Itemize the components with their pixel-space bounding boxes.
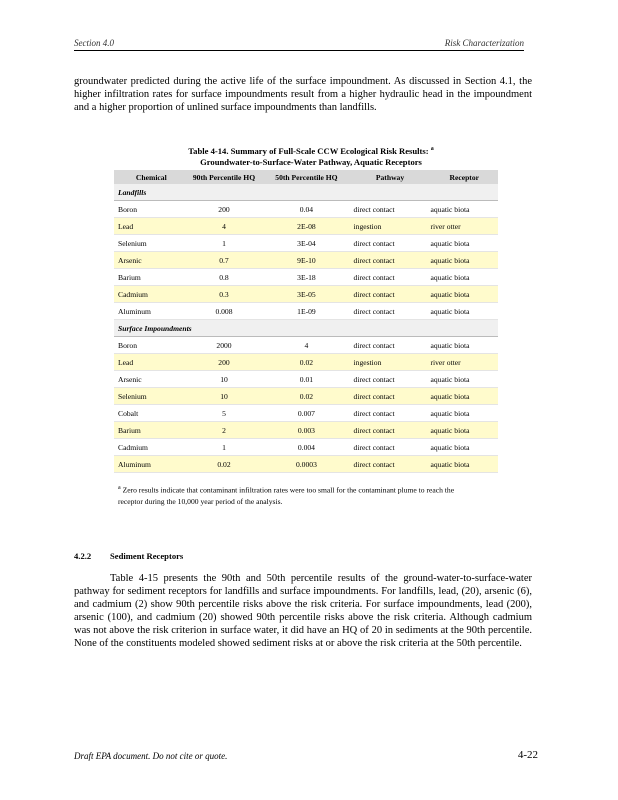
cell-receptor: aquatic biota bbox=[426, 388, 498, 405]
cell-chemical: Cadmium bbox=[114, 439, 185, 456]
cell-pathway: direct contact bbox=[350, 235, 427, 252]
cell-hq90: 0.008 bbox=[185, 303, 260, 320]
cell-hq90: 0.3 bbox=[185, 286, 260, 303]
cell-hq90: 1 bbox=[185, 439, 260, 456]
cell-chemical: Cadmium bbox=[114, 286, 185, 303]
cell-chemical: Barium bbox=[114, 422, 185, 439]
table-caption-line1: Table 4-14. Summary of Full-Scale CCW Ecological Risk Results: bbox=[188, 145, 429, 156]
cell-hq50: 1E-09 bbox=[259, 303, 349, 320]
cell-chemical: Boron bbox=[114, 337, 185, 354]
table-row bbox=[114, 439, 498, 456]
table-row bbox=[114, 269, 498, 286]
table-caption bbox=[136, 144, 486, 168]
cell-chemical: Selenium bbox=[114, 388, 185, 405]
cell-hq50: 0.01 bbox=[259, 371, 349, 388]
cell-pathway: ingestion bbox=[350, 218, 427, 235]
cell-pathway: direct contact bbox=[350, 388, 427, 405]
cell-hq90: 0.7 bbox=[185, 252, 260, 269]
cell-chemical: Barium bbox=[114, 269, 185, 286]
footnote-marker: a bbox=[118, 485, 121, 491]
cell-hq90: 10 bbox=[185, 388, 260, 405]
table-row bbox=[114, 456, 498, 473]
cell-hq50: 0.04 bbox=[259, 201, 349, 218]
intro-paragraph: groundwater predicted during the active life of the surface impoundment. As discussed in Section 4.1, the higher infiltration rates for surface impoundments result from a higher hydraulic head in the impoundment and a higher proportion of unlined surface impoundments than landfills. bbox=[74, 76, 532, 113]
header-section: Section 4.0 bbox=[74, 38, 114, 48]
cell-receptor: aquatic biota bbox=[426, 235, 498, 252]
cell-pathway: direct contact bbox=[350, 405, 427, 422]
cell-receptor: river otter bbox=[426, 218, 498, 235]
cell-pathway: direct contact bbox=[350, 439, 427, 456]
cell-chemical: Boron bbox=[114, 201, 185, 218]
header-title: Risk Characterization bbox=[444, 38, 524, 48]
risk-results-table bbox=[114, 170, 498, 473]
cell-receptor: river otter bbox=[426, 354, 498, 371]
cell-receptor: aquatic biota bbox=[426, 201, 498, 218]
footer-disclaimer: Draft EPA document. Do not cite or quote. bbox=[74, 751, 228, 761]
cell-receptor: aquatic biota bbox=[426, 371, 498, 388]
table-row bbox=[114, 388, 498, 405]
cell-hq90: 200 bbox=[185, 354, 260, 371]
table-row bbox=[114, 354, 498, 371]
col-header-pathway: Pathway bbox=[350, 170, 427, 184]
cell-chemical: Lead bbox=[114, 218, 185, 235]
cell-hq50: 3E-04 bbox=[259, 235, 349, 252]
table-row bbox=[114, 201, 498, 218]
table-header-row bbox=[114, 170, 498, 184]
cell-hq90: 4 bbox=[185, 218, 260, 235]
table-caption-line2: Groundwater-to-Surface-Water Pathway, Aquatic Receptors bbox=[200, 156, 422, 167]
table-group-label: Surface Impoundments bbox=[114, 320, 498, 337]
table-group-row bbox=[114, 320, 498, 337]
cell-receptor: aquatic biota bbox=[426, 337, 498, 354]
table-caption-sup: a bbox=[430, 146, 434, 152]
cell-chemical: Selenium bbox=[114, 235, 185, 252]
cell-hq90: 2 bbox=[185, 422, 260, 439]
cell-hq50: 0.003 bbox=[259, 422, 349, 439]
cell-hq50: 4 bbox=[259, 337, 349, 354]
table-row bbox=[114, 303, 498, 320]
cell-pathway: direct contact bbox=[350, 286, 427, 303]
section-title: Sediment Receptors bbox=[110, 551, 184, 561]
cell-receptor: aquatic biota bbox=[426, 286, 498, 303]
cell-hq90: 0.8 bbox=[185, 269, 260, 286]
cell-pathway: direct contact bbox=[350, 201, 427, 218]
table-row bbox=[114, 252, 498, 269]
table-row bbox=[114, 286, 498, 303]
cell-hq50: 0.007 bbox=[259, 405, 349, 422]
cell-pathway: direct contact bbox=[350, 252, 427, 269]
cell-hq50: 0.02 bbox=[259, 388, 349, 405]
table-row bbox=[114, 422, 498, 439]
cell-hq90: 5 bbox=[185, 405, 260, 422]
cell-hq50: 0.004 bbox=[259, 439, 349, 456]
cell-chemical: Lead bbox=[114, 354, 185, 371]
section-number: 4.2.2 bbox=[74, 551, 92, 561]
cell-pathway: direct contact bbox=[350, 337, 427, 354]
cell-hq90: 0.02 bbox=[185, 456, 260, 473]
table-group-label: Landfills bbox=[114, 184, 498, 201]
header-rule bbox=[74, 50, 524, 51]
cell-pathway: ingestion bbox=[350, 354, 427, 371]
table-row bbox=[114, 235, 498, 252]
table-row bbox=[114, 405, 498, 422]
cell-receptor: aquatic biota bbox=[426, 422, 498, 439]
cell-chemical: Aluminum bbox=[114, 456, 185, 473]
table-row bbox=[114, 337, 498, 354]
table-footnote bbox=[118, 483, 478, 507]
cell-receptor: aquatic biota bbox=[426, 456, 498, 473]
cell-hq50: 2E-08 bbox=[259, 218, 349, 235]
cell-pathway: direct contact bbox=[350, 269, 427, 286]
table-row bbox=[114, 218, 498, 235]
risk-results-table-body bbox=[114, 170, 498, 473]
cell-chemical: Cobalt bbox=[114, 405, 185, 422]
cell-chemical: Arsenic bbox=[114, 371, 185, 388]
cell-hq50: 9E-10 bbox=[259, 252, 349, 269]
cell-receptor: aquatic biota bbox=[426, 303, 498, 320]
cell-hq90: 10 bbox=[185, 371, 260, 388]
cell-pathway: direct contact bbox=[350, 456, 427, 473]
cell-receptor: aquatic biota bbox=[426, 439, 498, 456]
cell-receptor: aquatic biota bbox=[426, 405, 498, 422]
col-header-chemical: Chemical bbox=[114, 170, 185, 184]
cell-hq50: 0.02 bbox=[259, 354, 349, 371]
cell-hq50: 3E-18 bbox=[259, 269, 349, 286]
table-row bbox=[114, 371, 498, 388]
cell-hq90: 200 bbox=[185, 201, 260, 218]
cell-hq50: 3E-05 bbox=[259, 286, 349, 303]
cell-receptor: aquatic biota bbox=[426, 269, 498, 286]
table-group-row bbox=[114, 184, 498, 201]
footer-page-number: 4-22 bbox=[517, 749, 538, 761]
cell-hq90: 2000 bbox=[185, 337, 260, 354]
col-header-receptor: Receptor bbox=[426, 170, 498, 184]
cell-pathway: direct contact bbox=[350, 422, 427, 439]
col-header-hq50: 50th Percentile HQ bbox=[259, 170, 349, 184]
cell-hq90: 1 bbox=[185, 235, 260, 252]
cell-pathway: direct contact bbox=[350, 371, 427, 388]
footnote-text: Zero results indicate that contaminant infiltration rates were too small for the contaminant plume to reach the receptor during the 10,000 year period of the analysis. bbox=[118, 485, 455, 506]
section-paragraph: Table 4-15 presents the 90th and 50th percentile results of the ground-water-to-surface-water pathway for sediment receptors for landfills and surface impoundments. For landfills, lead, (20), arsenic (6), and cadmium (2) show 90th percentile risks above the risk criteria. For surface impoundments, lead (200), arsenic (100), and cadmium (20) showed 90th percentile risks above the risk criteria. Although cadmium was not above the risk criterion in surface water, it did have an HQ of 20 in sediments at the 90th percentile. None of the constituents modeled showed sediment risks at or above the risk criteria at the 50th percentile. bbox=[74, 573, 532, 649]
cell-chemical: Aluminum bbox=[114, 303, 185, 320]
cell-hq50: 0.0003 bbox=[259, 456, 349, 473]
cell-pathway: direct contact bbox=[350, 303, 427, 320]
col-header-hq90: 90th Percentile HQ bbox=[185, 170, 260, 184]
cell-chemical: Arsenic bbox=[114, 252, 185, 269]
cell-receptor: aquatic biota bbox=[426, 252, 498, 269]
